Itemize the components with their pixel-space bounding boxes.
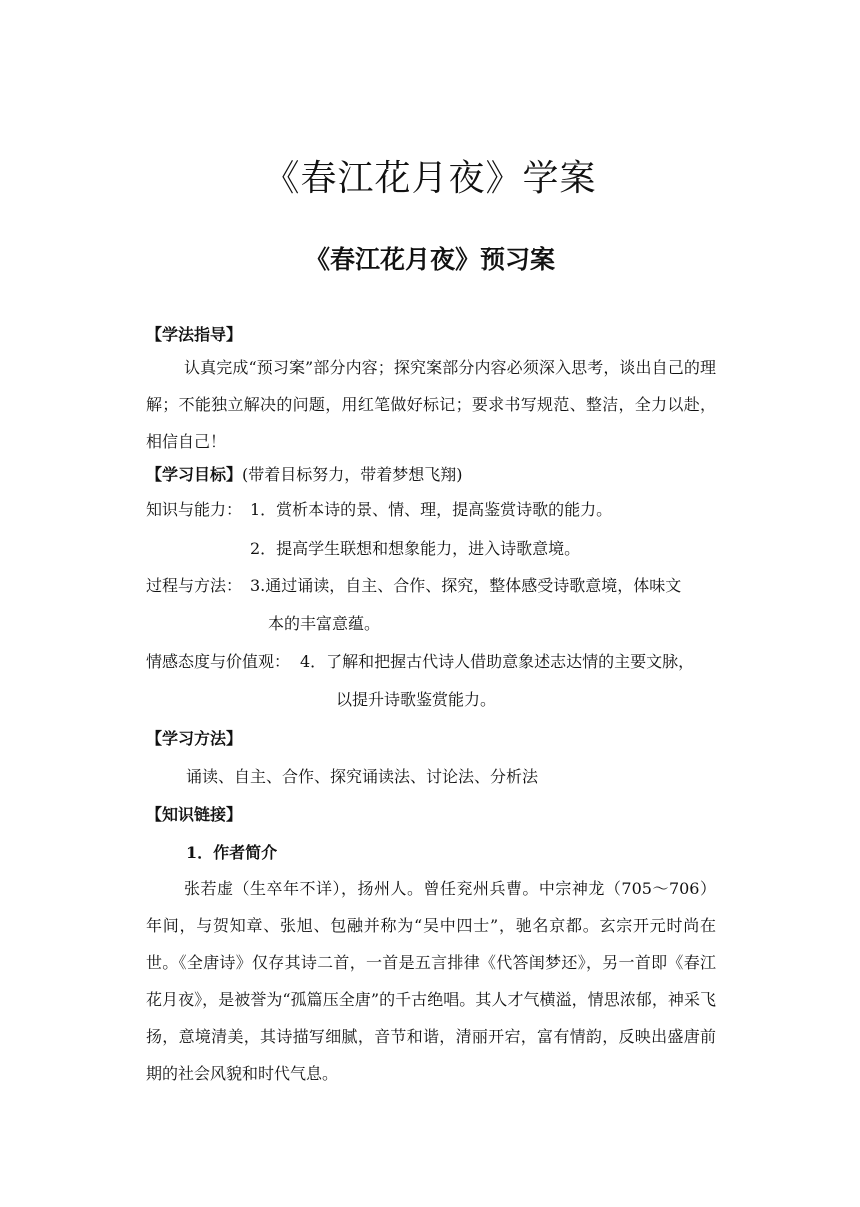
- knowledge-label: 知识与能力：: [146, 500, 243, 519]
- knowledge-goal-2: 2．提高学生联想和想象能力，进入诗歌意境。: [250, 539, 581, 558]
- methods-text: 诵读、自主、合作、探究诵读法、讨论法、分析法: [186, 767, 539, 786]
- links-heading: 【知识链接】: [146, 805, 243, 824]
- study-guide-text: 认真完成“预习案”部分内容；探究案部分内容必须深入思考，谈出自己的理解；不能独立解决的问题，用红笔做好标记；要求书写规范、整洁，全力以赴，相信自己！: [146, 358, 716, 451]
- knowledge-goal-1: 1．赏析本诗的景、情、理，提高鉴赏诗歌的能力。: [250, 500, 613, 519]
- process-label: 过程与方法：: [146, 576, 243, 595]
- methods-heading: 【学习方法】: [146, 729, 243, 748]
- goals-heading: 【学习目标】: [146, 465, 243, 484]
- section-title: 《春江花月夜》预习案: [304, 245, 555, 274]
- author-intro-heading: 1．作者简介: [186, 843, 278, 862]
- goals-note: (带着目标努力，带着梦想飞翔): [242, 465, 463, 484]
- emotion-goal-2: 以提升诗歌鉴赏能力。: [336, 690, 497, 709]
- emotion-goal-1: 4．了解和把握古代诗人借助意象述志达情的主要文脉，: [300, 652, 695, 671]
- emotion-label: 情感态度与价值观：: [146, 652, 291, 671]
- study-guide-heading: 【学法指导】: [146, 325, 243, 344]
- author-intro-text: 张若虚（生卒年不详），扬州人。曾任兖州兵曹。中宗神龙（705～706）年间，与贺知章、张旭、包融并称为“吴中四士”，驰名京都。玄宗开元时尚在世。《全唐诗》仅存其诗二首，一首是五言排律《代答闺梦还》，另一首即《春江花月夜》，是被誉为“孤篇压全唐”的千古绝唱。其人才气横溢，情思浓郁，神采飞扬，意境清美，其诗描写细腻，音节和谐，清丽开宕，富有情韵，反映出盛唐前期的社会风貌和时代气息。: [146, 879, 716, 1083]
- process-goal-2: 本的丰富意蕴。: [268, 614, 381, 633]
- goals-heading-line: [146, 462, 463, 485]
- process-goal-1: 3.通过诵读，自主、合作、探究，整体感受诗歌意境，体味文: [250, 576, 682, 595]
- document-title: 《春江花月夜》学案: [263, 158, 597, 199]
